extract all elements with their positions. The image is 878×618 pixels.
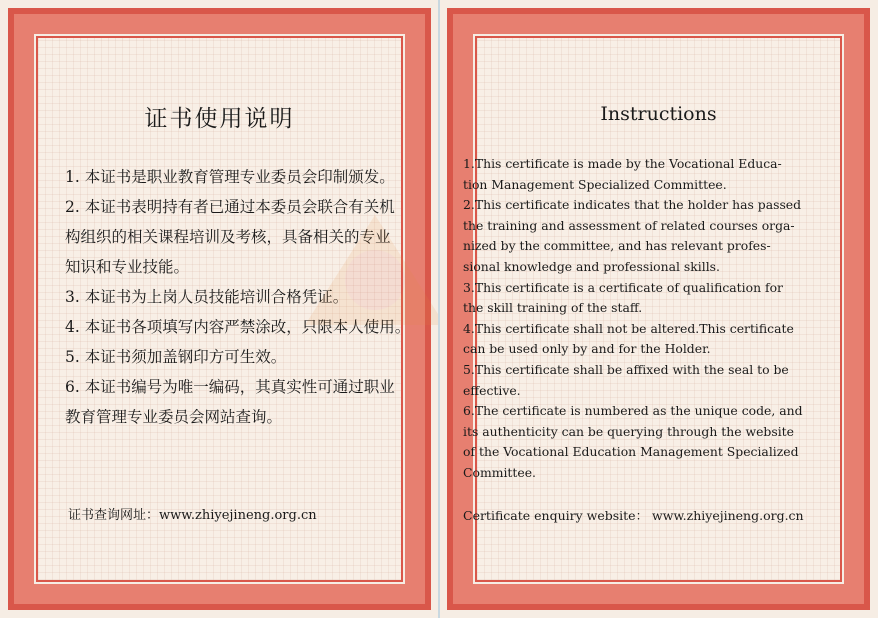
page-title-cn: 证书使用说明 — [144, 106, 295, 132]
list-item: 1. 本证书是职业教育管理专业委员会印制颁发。 — [65, 168, 395, 186]
list-item: tion Management Specialized Committee. — [463, 176, 727, 192]
list-item: 5. 本证书须加盖钢印方可生效。 — [65, 348, 287, 366]
instructions-list-cn — [65, 162, 437, 432]
list-item: 1.This certificate is made by the Vocational Educa- — [463, 156, 782, 171]
list-item: 2. 本证书表明持有者已通过本委员会联合有关机 — [65, 198, 395, 216]
list-item: can be used only by and for the Holder. — [463, 341, 711, 357]
list-item: effective. — [463, 382, 521, 398]
list-item: 知识和专业技能。 — [65, 258, 190, 276]
right-page — [439, 0, 878, 618]
list-item: 5.This certificate shall be affixed with the seal to be — [463, 361, 789, 377]
list-item: 教育管理专业委员会网站查询。 — [65, 408, 283, 426]
instructions-list-en — [463, 154, 813, 484]
enquiry-website-en: Certificate enquiry website： www.zhiyejineng.org.cn — [463, 508, 804, 523]
list-item: 2.This certificate indicates that the holder has passed — [463, 197, 802, 213]
list-item: Committee. — [463, 464, 536, 480]
list-item: 4. 本证书各项填写内容严禁涂改，只限本人使用。 — [65, 318, 411, 336]
list-item: 构组织的相关课程培训及考核，具备相关的专业 — [65, 228, 391, 246]
list-item: sional knowledge and professional skills. — [463, 258, 720, 274]
list-item: nized by the committee, and has relevant profes- — [463, 238, 771, 254]
list-item: its authenticity can be querying through the website — [463, 423, 794, 439]
list-item: of the Vocational Education Management Specialized — [463, 444, 799, 460]
list-item: 6. 本证书编号为唯一编码，其真实性可通过职业 — [65, 378, 395, 396]
page-fold-divider — [438, 0, 440, 618]
list-item: the skill training of the staff. — [463, 300, 643, 316]
list-item: 6.The certificate is numbered as the unique code, and — [463, 403, 803, 419]
list-item: 3.This certificate is a certificate of qualification for — [463, 279, 783, 295]
list-item: 3. 本证书为上岗人员技能培训合格凭证。 — [65, 288, 349, 306]
enquiry-website-cn: 证书查询网址：www.zhiyejineng.org.cn — [68, 508, 317, 523]
list-item: 4.This certificate shall not be altered.This certificate — [463, 320, 794, 336]
list-item: the training and assessment of related courses orga- — [463, 217, 795, 233]
page-title-en: Instructions — [600, 103, 717, 125]
